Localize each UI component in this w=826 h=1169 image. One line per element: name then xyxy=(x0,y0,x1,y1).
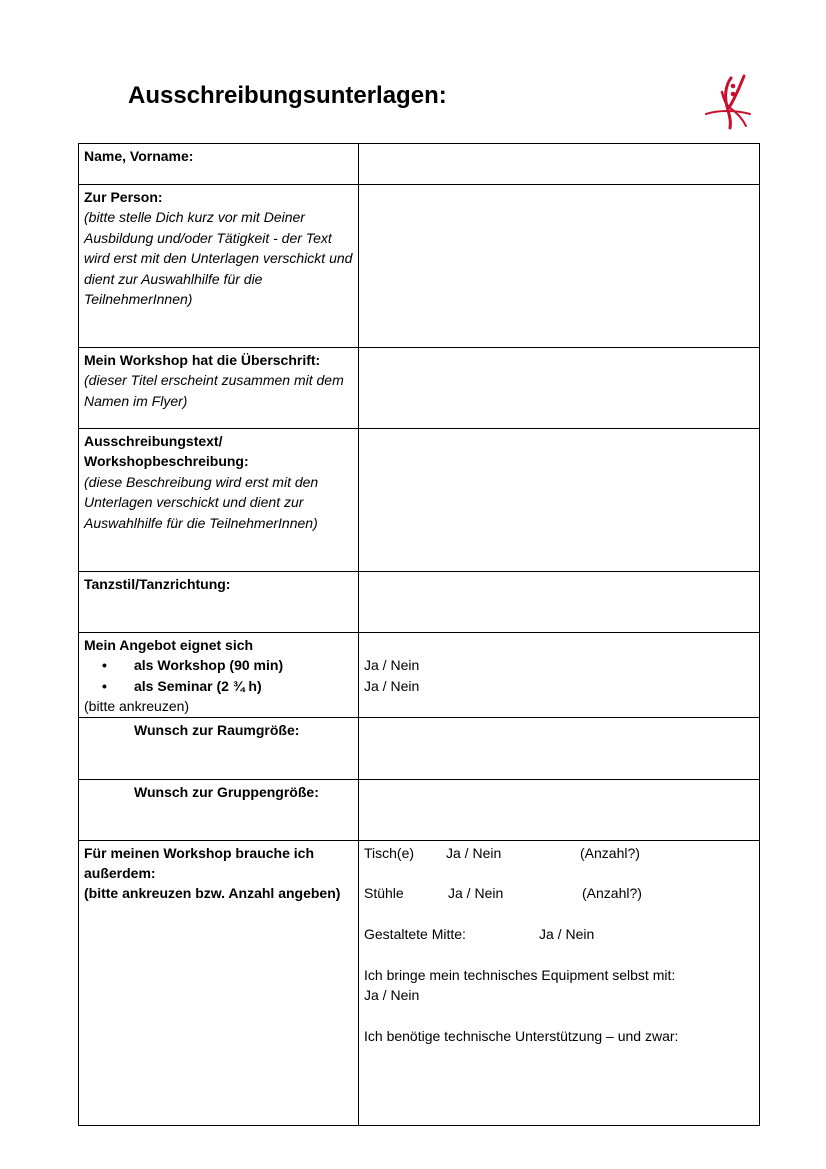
needs-center-line xyxy=(364,924,754,944)
room-size-input-cell[interactable] xyxy=(359,717,760,779)
person-input-cell[interactable] xyxy=(359,185,760,348)
offer-answer-seminar[interactable]: Ja / Nein xyxy=(364,677,420,694)
offer-label-cell xyxy=(79,633,359,718)
equipment-answer[interactable]: Ja / Nein xyxy=(364,987,420,1004)
support-label: Ich benötige technische Unterstützung – und zwar: xyxy=(364,1028,679,1045)
description-row xyxy=(79,429,760,572)
offer-answer-cell xyxy=(359,633,760,718)
needs-row xyxy=(79,840,760,1125)
group-size-input-cell[interactable] xyxy=(359,779,760,840)
tables-label: Tisch(e) xyxy=(364,844,415,861)
needs-label-cell xyxy=(79,840,359,1125)
dance-style-input-cell[interactable] xyxy=(359,572,760,633)
name-label-cell xyxy=(79,144,359,185)
red-stylized-dancer-icon xyxy=(700,72,756,132)
workshop-title-hint: (dieser Titel erscheint zusammen mit dem Namen im Flyer) xyxy=(84,372,344,409)
equipment-label: Ich bringe mein technisches Equipment selbst mit: xyxy=(364,967,676,984)
offer-option-workshop: als Workshop (90 min) xyxy=(134,657,284,674)
workshop-title-label: Mein Workshop hat die Überschrift: xyxy=(84,352,321,368)
tables-count[interactable]: (Anzahl?) xyxy=(580,844,640,861)
needs-tables-line xyxy=(364,843,754,863)
chairs-count[interactable]: (Anzahl?) xyxy=(582,885,642,902)
description-input-cell[interactable] xyxy=(359,429,760,572)
person-label: Zur Person: xyxy=(84,189,163,205)
description-label: Ausschreibungstext/ Workshopbeschreibung: xyxy=(84,433,249,470)
workshop-title-input-cell[interactable] xyxy=(359,348,760,429)
page-title: Ausschreibungsunterlagen: xyxy=(128,82,447,109)
name-row xyxy=(79,144,760,185)
group-size-label: Wunsch zur Gruppengröße: xyxy=(134,783,319,800)
dance-style-row xyxy=(79,572,760,633)
room-size-label-cell xyxy=(79,717,359,779)
offer-row xyxy=(79,633,760,718)
needs-answer-cell xyxy=(359,840,760,1125)
name-input-cell[interactable] xyxy=(359,144,760,185)
person-row xyxy=(79,185,760,348)
offer-bullet-workshop xyxy=(84,655,353,675)
group-size-label-cell xyxy=(79,779,359,840)
chairs-answer[interactable]: Ja / Nein xyxy=(448,885,504,902)
needs-chairs-line xyxy=(364,883,754,903)
room-size-label: Wunsch zur Raumgröße: xyxy=(134,721,300,738)
offer-answer-workshop[interactable]: Ja / Nein xyxy=(364,657,420,674)
workshop-title-label-cell xyxy=(79,348,359,429)
application-form-table xyxy=(78,143,760,1126)
description-hint: (diese Beschreibung wird erst mit den Unterlagen verschickt und dient zur Auswahlhilfe für die TeilnehmerInnen) xyxy=(84,473,319,531)
person-hint: (bitte stelle Dich kurz vor mit Deiner Ausbildung und/oder Tätigkeit - der Text wird erst mit den Unterlagen verschickt und dient zur Auswahlhilfe für die TeilnehmerInnen) xyxy=(84,209,353,308)
description-label-cell xyxy=(79,429,359,572)
needs-note: (bitte ankreuzen bzw. Anzahl angeben) xyxy=(84,885,341,902)
group-size-row xyxy=(79,779,760,840)
offer-label: Mein Angebot eignet sich xyxy=(84,637,254,653)
center-answer[interactable]: Ja / Nein xyxy=(539,926,595,943)
offer-note: (bitte ankreuzen) xyxy=(84,698,190,715)
tables-answer[interactable]: Ja / Nein xyxy=(446,844,502,861)
person-label-cell xyxy=(79,185,359,348)
bullet-icon: • xyxy=(102,677,107,694)
needs-label: Für meinen Workshop brauche ich außerdem: xyxy=(84,844,315,882)
offer-option-seminar: als Seminar (2 ¾ h) xyxy=(134,677,262,694)
chairs-label: Stühle xyxy=(364,885,404,902)
dance-style-label-cell xyxy=(79,572,359,633)
bullet-icon: • xyxy=(102,657,107,674)
offer-bullet-seminar xyxy=(84,676,353,696)
workshop-title-row xyxy=(79,348,760,429)
room-size-row xyxy=(79,717,760,779)
name-label: Name, Vorname: xyxy=(84,148,194,164)
dance-style-label: Tanzstil/Tanzrichtung: xyxy=(84,576,231,592)
center-label: Gestaltete Mitte: xyxy=(364,926,466,943)
